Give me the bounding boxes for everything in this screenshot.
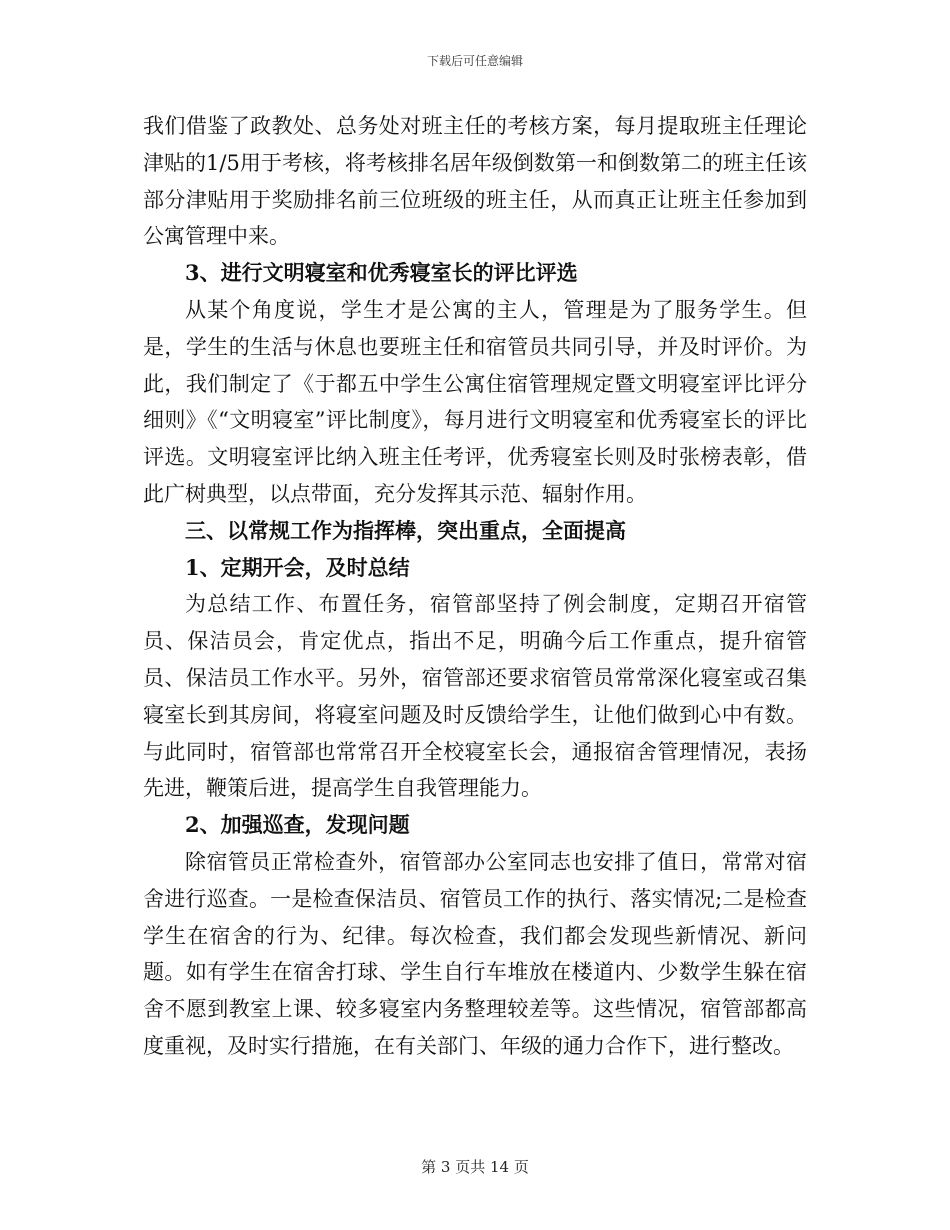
page-header: 下载后可任意编辑: [426, 54, 523, 68]
paragraph-inspection: 除宿管员正常检查外，宿管部办公室同志也安排了值日，常常对宿舍进行巡查。一是检查保洁员、宿管员工作的执行、落实情况;二是检查学生在宿舍的行为、纪律。每次检查，我们都会发现些新情况、新问题。如有学生在宿舍打球、学生自行车堆放在楼道内、少数学生躲在宿舍不愿到教室上课、较多寝室内务整理较差等。这些情况，宿管部都高度重视，及时实行措施，在有关部门、年级的通力合作下，进行整改。: [143, 849, 807, 1058]
paragraph-dorm-evaluation: 从某个角度说，学生才是公寓的主人，管理是为了服务学生。但是，学生的生活与休息也要班主任和宿管员共同引导，并及时评价。为此，我们制定了《于都五中学生公寓住宿管理规定暨文明寝室评比评分细则》《“文明寝室”评比制度》，每月进行文明寝室和优秀寝室长的评比评选。文明寝室评比纳入班主任考评，优秀寝室长则及时张榜表彰，借此广树典型，以点带面，充分发挥其示范、辐射作用。: [143, 297, 807, 506]
section-heading-inspection: 2、加强巡查，发现问题: [185, 812, 410, 838]
paragraph-teacher-assessment: 我们借鉴了政教处、总务处对班主任的考核方案，每月提取班主任理论津贴的1/5用于考核，将考核排名居年级倒数第一和倒数第二的班主任该部分津贴用于奖励排名前三位班级的班主任，从而真正让班主任参加到公寓管理中来。: [143, 114, 807, 249]
paragraph-regular-meetings: 为总结工作、布置任务，宿管部坚持了例会制度，定期召开宿管员、保洁员会，肯定优点，指出不足，明确今后工作重点，提升宿管员、保洁员工作水平。另外，宿管部还要求宿管员常常深化寝室或召集寝室长到其房间，将寝室问题及时反馈给学生，让他们做到心中有数。与此同时，宿管部也常常召开全校寝室长会，通报宿舍管理情况，表扬先进，鞭策后进，提高学生自我管理能力。: [143, 592, 807, 801]
section-heading-routine-work: 三、以常规工作为指挥棒，突出重点，全面提高: [185, 517, 626, 543]
document-body: [143, 108, 807, 1065]
page-number-footer: 第 3 页共 14 页: [421, 1158, 529, 1176]
section-heading-regular-meetings: 1、定期开会，及时总结: [185, 554, 410, 580]
section-heading-dorm-evaluation: 3、进行文明寝室和优秀寝室长的评比评选: [185, 260, 578, 286]
